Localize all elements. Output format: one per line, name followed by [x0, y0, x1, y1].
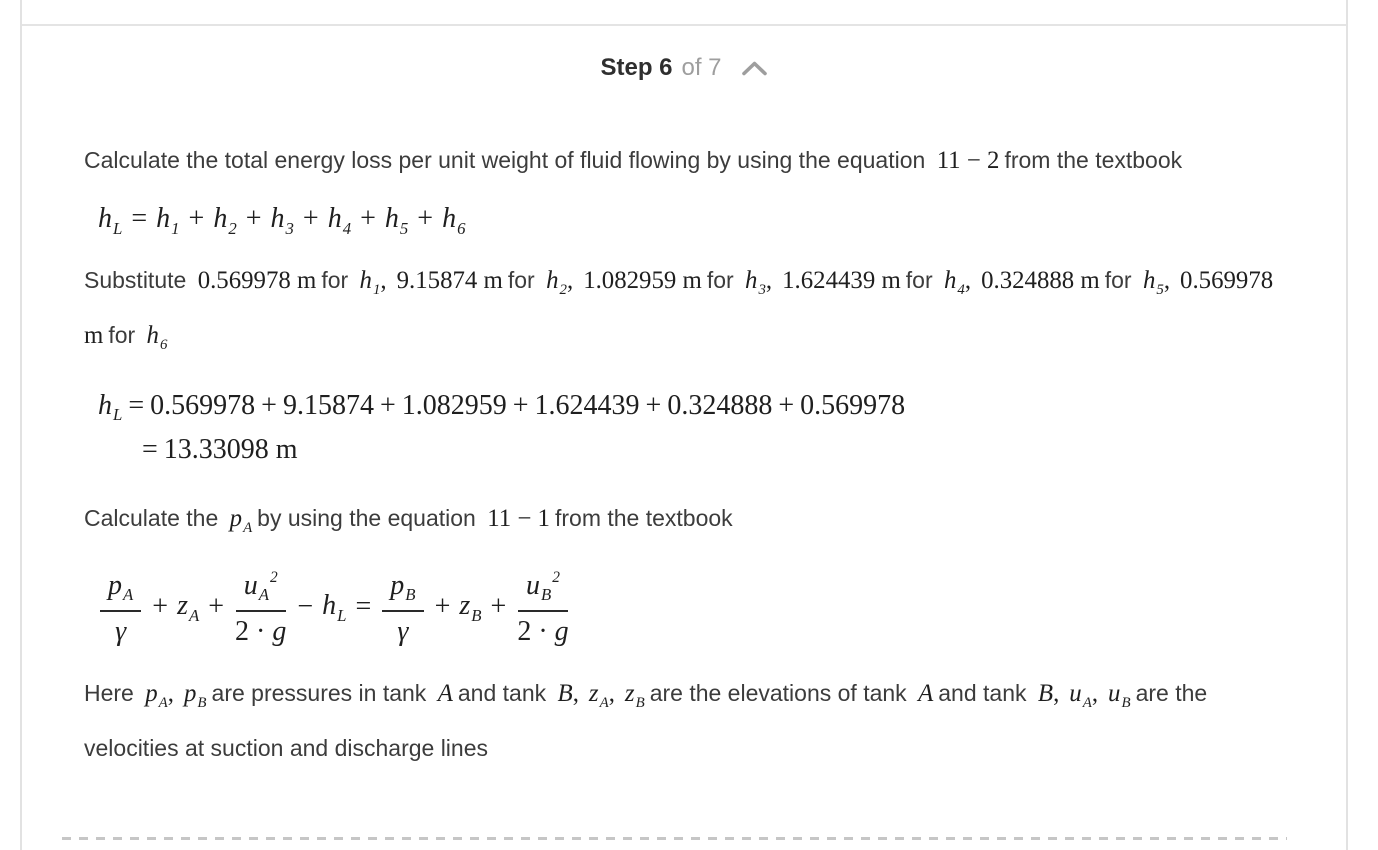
equation-bernoulli: $\frac{p_A}{\gamma}$ + $z_A$ + $\frac{u_A^2}{2 \cdot g}$ − $h_L$ = $\frac{p_B}{\gamma}$ + $z_B$ + $\frac{u_B^2}{2 \cdot g}$ [84, 565, 1288, 649]
card-top-divider [22, 24, 1346, 26]
step-label: Step 6 [600, 54, 673, 81]
step-content [22, 138, 1346, 771]
equation-hl-sum: $h_L = h_1 + h_2 + h_3 + h_4 + h_5 + h_6$ [98, 203, 466, 238]
dashed-step-divider [62, 837, 1287, 840]
instruction-paragraph-pa: Calculate the $p_A$ by using the equation 11 − 1 from the textbook [84, 504, 733, 536]
step-card [20, 0, 1348, 850]
equation-hl-result: = 13.33098 m [142, 434, 298, 466]
step-header [22, 0, 1346, 82]
equation-hl-values: $h_L = 0.569978 + 9.15874 + 1.082959 + 1.624439 + 0.324888 + 0.569978$ [98, 389, 906, 425]
instruction-paragraph-energy-loss: Calculate the total energy loss per unit weight of fluid flowing by using the equation 11 − 2 from the textbook [84, 147, 1183, 174]
chevron-up-icon[interactable] [741, 60, 768, 77]
substitute-paragraph: Substitute 0.569978 m for $h_1$, 9.15874 m for $h_2$, 1.082959 m for $h_3$, 1.624439 m for $h_4$, 0.324888 m for $h_5$, 0.569978 m for $h_6$ [84, 266, 1274, 353]
definition-paragraph: Here $p_A$, $p_B$ are pressures in tank A and tank B, $z_A$, $z_B$ are the elevations of tank A and tank B, $u_A$, $u_B$ are the velocities at suction and discharge lines [84, 679, 1208, 761]
step-of-label: of 7 [681, 54, 722, 81]
